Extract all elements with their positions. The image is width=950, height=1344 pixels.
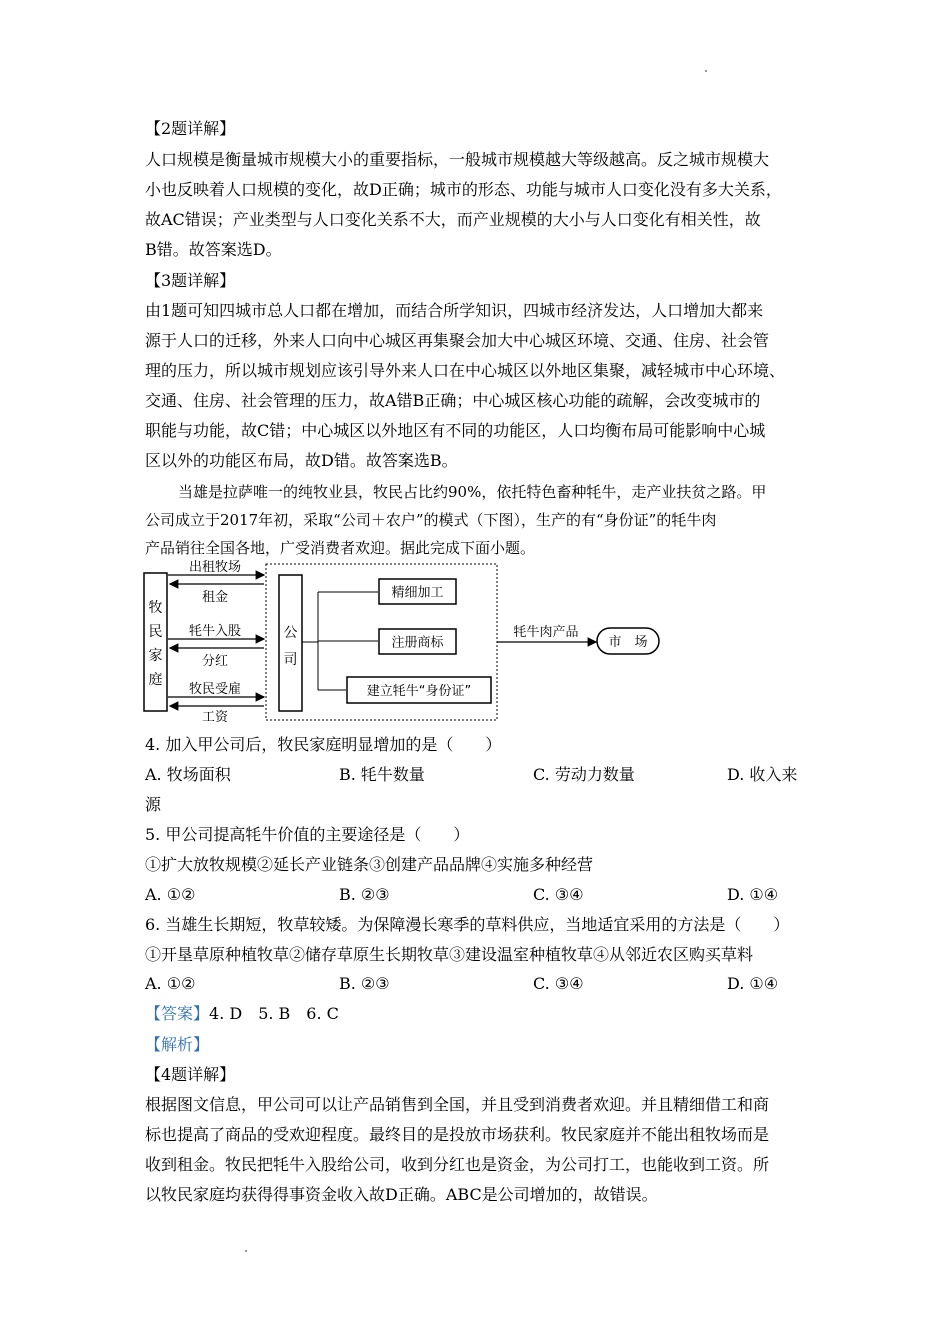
sec4-line: 根据图文信息，甲公司可以让产品销售到全国，并且受到消费者欢迎。并且精细借工和商 [145, 1095, 770, 1114]
sec3-line: 交通、住房、社会管理的压力，故A错B正确；中心城区核心功能的疏解，会改变城市的 [145, 391, 761, 410]
arrow-label-bottom: 工资 [201, 710, 229, 725]
function-label: 注册商标 [391, 635, 444, 651]
q4-option-a: A. 牧场面积 [145, 765, 231, 784]
q5-option-c: C. ③④ [533, 885, 584, 904]
sec3-header: 【3题详解】 [145, 271, 236, 290]
intro-line: 公司成立于2017年初，采取“公司＋农户”的模式（下图），生产的有“身份证”的牦牛肉 [145, 511, 717, 529]
herder-family-char: 家 [148, 648, 163, 664]
q6-stem: 6. 当雄生长期短，牧草较矮。为保障漫长寒季的草料供应，当地适宜采用的方法是（ ） [145, 915, 790, 934]
herder-family-char: 庭 [148, 672, 163, 688]
arrow-label-bottom: 租金 [201, 590, 229, 605]
intro-line: 产品销往全国各地，广受消费者欢迎。据此完成下面小题。 [145, 539, 536, 557]
q6-option-d: D. ①④ [727, 974, 779, 993]
q4-option-d: D. 收入来 [727, 765, 798, 784]
sec2-header: 【2题详解】 [145, 119, 236, 138]
q6-option-b: B. ②③ [339, 974, 390, 993]
answer-text: 4. D 5. B 6. C [209, 1004, 339, 1023]
q5-option-a: A. ①② [145, 885, 196, 904]
company-box [279, 575, 302, 711]
q4-stem: 4. 加入甲公司后，牧民家庭明显增加的是（ ） [145, 735, 502, 754]
q4-option-d-wrap: 源 [145, 795, 162, 814]
q5-items: ①扩大放牧规模②延长产业链条③创建产品品牌④实施多种经营 [145, 855, 594, 874]
company-char: 公 [283, 625, 298, 641]
q6-option-a: A. ①② [145, 974, 196, 993]
sec3-line: 理的压力，所以城市规划应该引导外来人口在中心城区以外地区集聚，减轻城市中心环境、 [145, 361, 786, 380]
herder-family-char: 牧 [148, 600, 163, 616]
q6-option-c: C. ③④ [533, 974, 584, 993]
analysis-label: 【解析】 [145, 1035, 210, 1054]
sec3-line: 由1题可知四城市总人口都在增加，而结合所学知识，四城市经济发达，人口增加大都来 [145, 301, 764, 320]
q5-option-b: B. ②③ [339, 885, 390, 904]
company-char: 司 [283, 652, 298, 668]
intro-line: 当雄是拉萨唯一的纯牧业县，牧民占比约90%，依托特色畜种牦牛，走产业扶贫之路。甲 [178, 483, 767, 501]
arrow-label-bottom: 分红 [201, 654, 229, 669]
q5-stem: 5. 甲公司提高牦牛价值的主要途径是（ ） [145, 825, 470, 844]
q5-option-d: D. ①④ [727, 885, 779, 904]
herder-family-char: 民 [148, 624, 163, 640]
sec2-line: B错。故答案选D。 [145, 240, 282, 259]
function-label: 建立牦牛“身份证” [366, 684, 472, 699]
sec2-line: 故AC错误；产业类型与人口变化关系不大，而产业规模的大小与人口变化有相关性，故 [145, 210, 761, 229]
function-label: 精细加工 [391, 585, 444, 601]
sec2-line: 人口规模是衡量城市规模大小的重要指标，一般城市规模越大等级越高。反之城市规模大 [145, 150, 770, 169]
product-label: 牦牛肉产品 [513, 625, 579, 640]
sec3-line: 区以外的功能区布局，故D错。故答案选B。 [145, 451, 458, 470]
q4-option-b: B. 牦牛数量 [339, 765, 425, 784]
herder-family-box [144, 573, 167, 711]
q6-items: ①开垦草原种植牧草②储存草原生长期牧草③建设温室种植牧草④从邻近农区购买草料 [145, 945, 754, 964]
footer-dot [245, 1250, 247, 1252]
arrow-label-top: 出租牧场 [188, 560, 242, 575]
answer-label: 【答案】 [145, 1004, 210, 1023]
sec4-line: 收到租金。牧民把牦牛入股给公司，收到分红也是资金，为公司打工，也能收到工资。所 [145, 1155, 770, 1174]
q4-option-c: C. 劳动力数量 [533, 765, 635, 784]
sec2-line: 小也反映着人口规模的变化，故D正确；城市的形态、功能与城市人口变化没有多大关系， [145, 180, 782, 199]
sec3-line: 职能与功能，故C错；中心城区以外地区有不同的功能区，人口均衡布局可能影响中心城 [145, 421, 766, 440]
arrow-label-top: 牦牛入股 [188, 624, 242, 639]
corner-dot [705, 70, 707, 72]
answer-line [145, 1004, 339, 1024]
sec4-line: 标也提高了商品的受欢迎程度。最终目的是投放市场获利。牧民家庭并不能出租牧场而是 [145, 1125, 770, 1144]
sec3-line: 源于人口的迁移，外来人口向中心城区再集聚会加大中心城区环境、交通、住房、社会管 [145, 331, 770, 350]
flow-diagram [140, 560, 670, 725]
sec4-line: 以牧民家庭均获得得事资金收入故D正确。ABC是公司增加的，故错误。 [145, 1185, 658, 1204]
sec4-header: 【4题详解】 [145, 1065, 236, 1084]
market-label: 市 场 [608, 635, 648, 650]
arrow-label-top: 牧民受雇 [188, 682, 242, 697]
